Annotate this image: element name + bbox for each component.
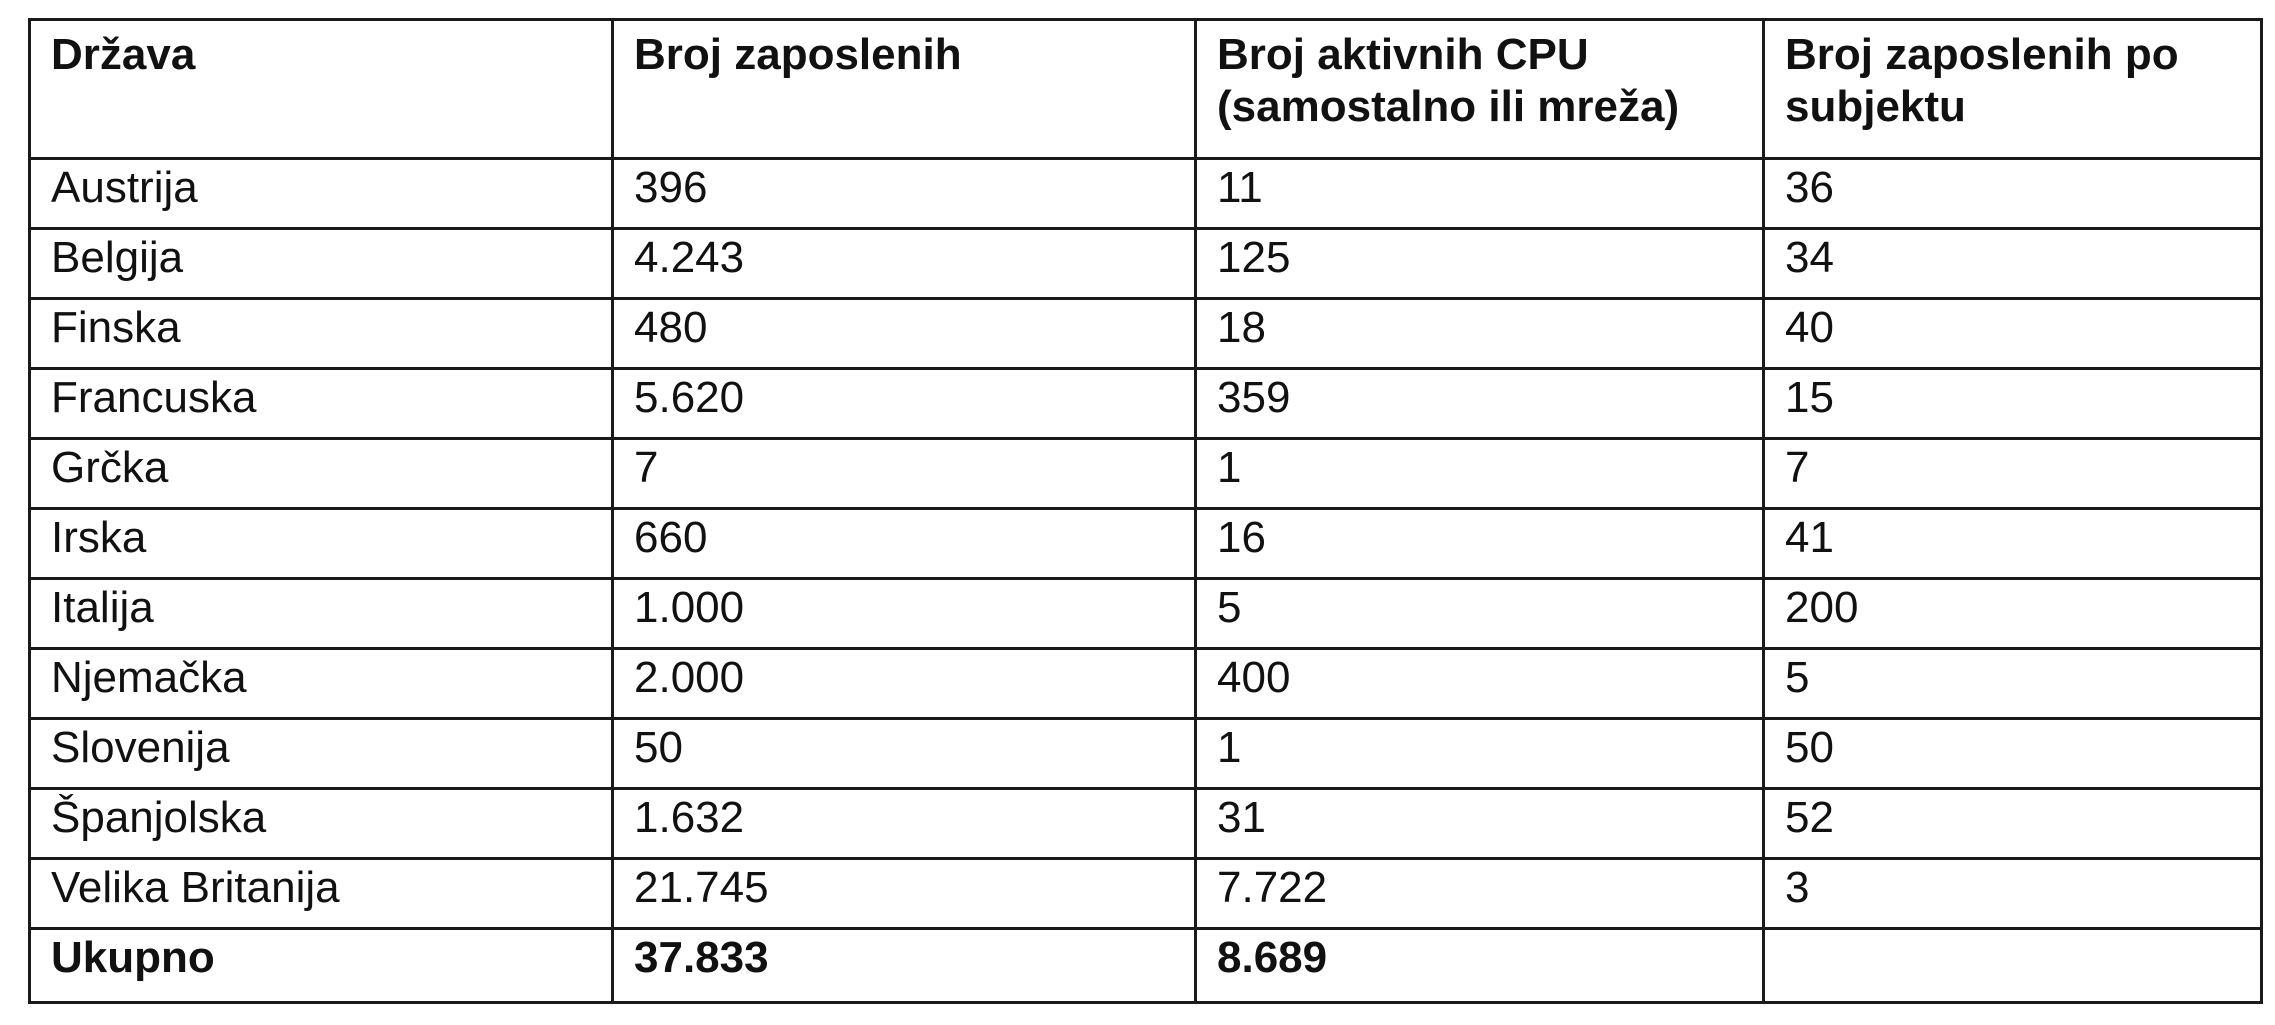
- header-row: [30, 20, 2262, 159]
- cell-country: Austrija: [30, 159, 613, 229]
- cell-employees-per-entity: 15: [1764, 369, 2262, 439]
- total-employees-per-entity: [1764, 929, 2262, 1003]
- cell-employees-per-entity: 7: [1764, 439, 2262, 509]
- cell-employees: 480: [613, 299, 1196, 369]
- table-row: [30, 859, 2262, 929]
- cell-country: Španjolska: [30, 789, 613, 859]
- cell-active-cpu: 18: [1196, 299, 1764, 369]
- cell-active-cpu: 1: [1196, 439, 1764, 509]
- employees-cpu-table: [28, 18, 2263, 1004]
- cell-employees: 2.000: [613, 649, 1196, 719]
- cell-employees-per-entity: 40: [1764, 299, 2262, 369]
- cell-country: Grčka: [30, 439, 613, 509]
- cell-active-cpu: 16: [1196, 509, 1764, 579]
- table-row: [30, 229, 2262, 299]
- cell-active-cpu: 31: [1196, 789, 1764, 859]
- cell-employees-per-entity: 41: [1764, 509, 2262, 579]
- header-employees: Broj zaposlenih: [613, 20, 1196, 159]
- cell-employees: 21.745: [613, 859, 1196, 929]
- table-row: [30, 579, 2262, 649]
- table-row: [30, 509, 2262, 579]
- total-row: [30, 929, 2262, 1003]
- total-employees: 37.833: [613, 929, 1196, 1003]
- cell-active-cpu: 7.722: [1196, 859, 1764, 929]
- cell-employees-per-entity: 50: [1764, 719, 2262, 789]
- cell-employees: 50: [613, 719, 1196, 789]
- cell-employees-per-entity: 36: [1764, 159, 2262, 229]
- table-row: [30, 789, 2262, 859]
- cell-active-cpu: 5: [1196, 579, 1764, 649]
- cell-employees-per-entity: 5: [1764, 649, 2262, 719]
- cell-employees-per-entity: 3: [1764, 859, 2262, 929]
- header-country: Država: [30, 20, 613, 159]
- cell-active-cpu: 11: [1196, 159, 1764, 229]
- cell-country: Belgija: [30, 229, 613, 299]
- cell-active-cpu: 1: [1196, 719, 1764, 789]
- cell-active-cpu: 125: [1196, 229, 1764, 299]
- cell-country: Finska: [30, 299, 613, 369]
- cell-country: Slovenija: [30, 719, 613, 789]
- cell-employees: 1.632: [613, 789, 1196, 859]
- cell-employees-per-entity: 34: [1764, 229, 2262, 299]
- cell-active-cpu: 400: [1196, 649, 1764, 719]
- table-row: [30, 439, 2262, 509]
- header-active-cpu: Broj aktivnih CPU (samostalno ili mreža): [1196, 20, 1764, 159]
- data-table-container: [28, 18, 2260, 1004]
- table-row: [30, 159, 2262, 229]
- cell-country: Francuska: [30, 369, 613, 439]
- cell-employees-per-entity: 52: [1764, 789, 2262, 859]
- table-row: [30, 299, 2262, 369]
- cell-country: Njemačka: [30, 649, 613, 719]
- total-label: Ukupno: [30, 929, 613, 1003]
- cell-employees: 396: [613, 159, 1196, 229]
- cell-country: Irska: [30, 509, 613, 579]
- cell-employees: 7: [613, 439, 1196, 509]
- cell-country: Italija: [30, 579, 613, 649]
- table-row: [30, 649, 2262, 719]
- cell-employees: 4.243: [613, 229, 1196, 299]
- cell-employees: 660: [613, 509, 1196, 579]
- total-active-cpu: 8.689: [1196, 929, 1764, 1003]
- table-row: [30, 719, 2262, 789]
- cell-active-cpu: 359: [1196, 369, 1764, 439]
- header-employees-per-entity: Broj zaposlenih po subjektu: [1764, 20, 2262, 159]
- cell-employees: 1.000: [613, 579, 1196, 649]
- cell-employees: 5.620: [613, 369, 1196, 439]
- cell-employees-per-entity: 200: [1764, 579, 2262, 649]
- cell-country: Velika Britanija: [30, 859, 613, 929]
- table-row: [30, 369, 2262, 439]
